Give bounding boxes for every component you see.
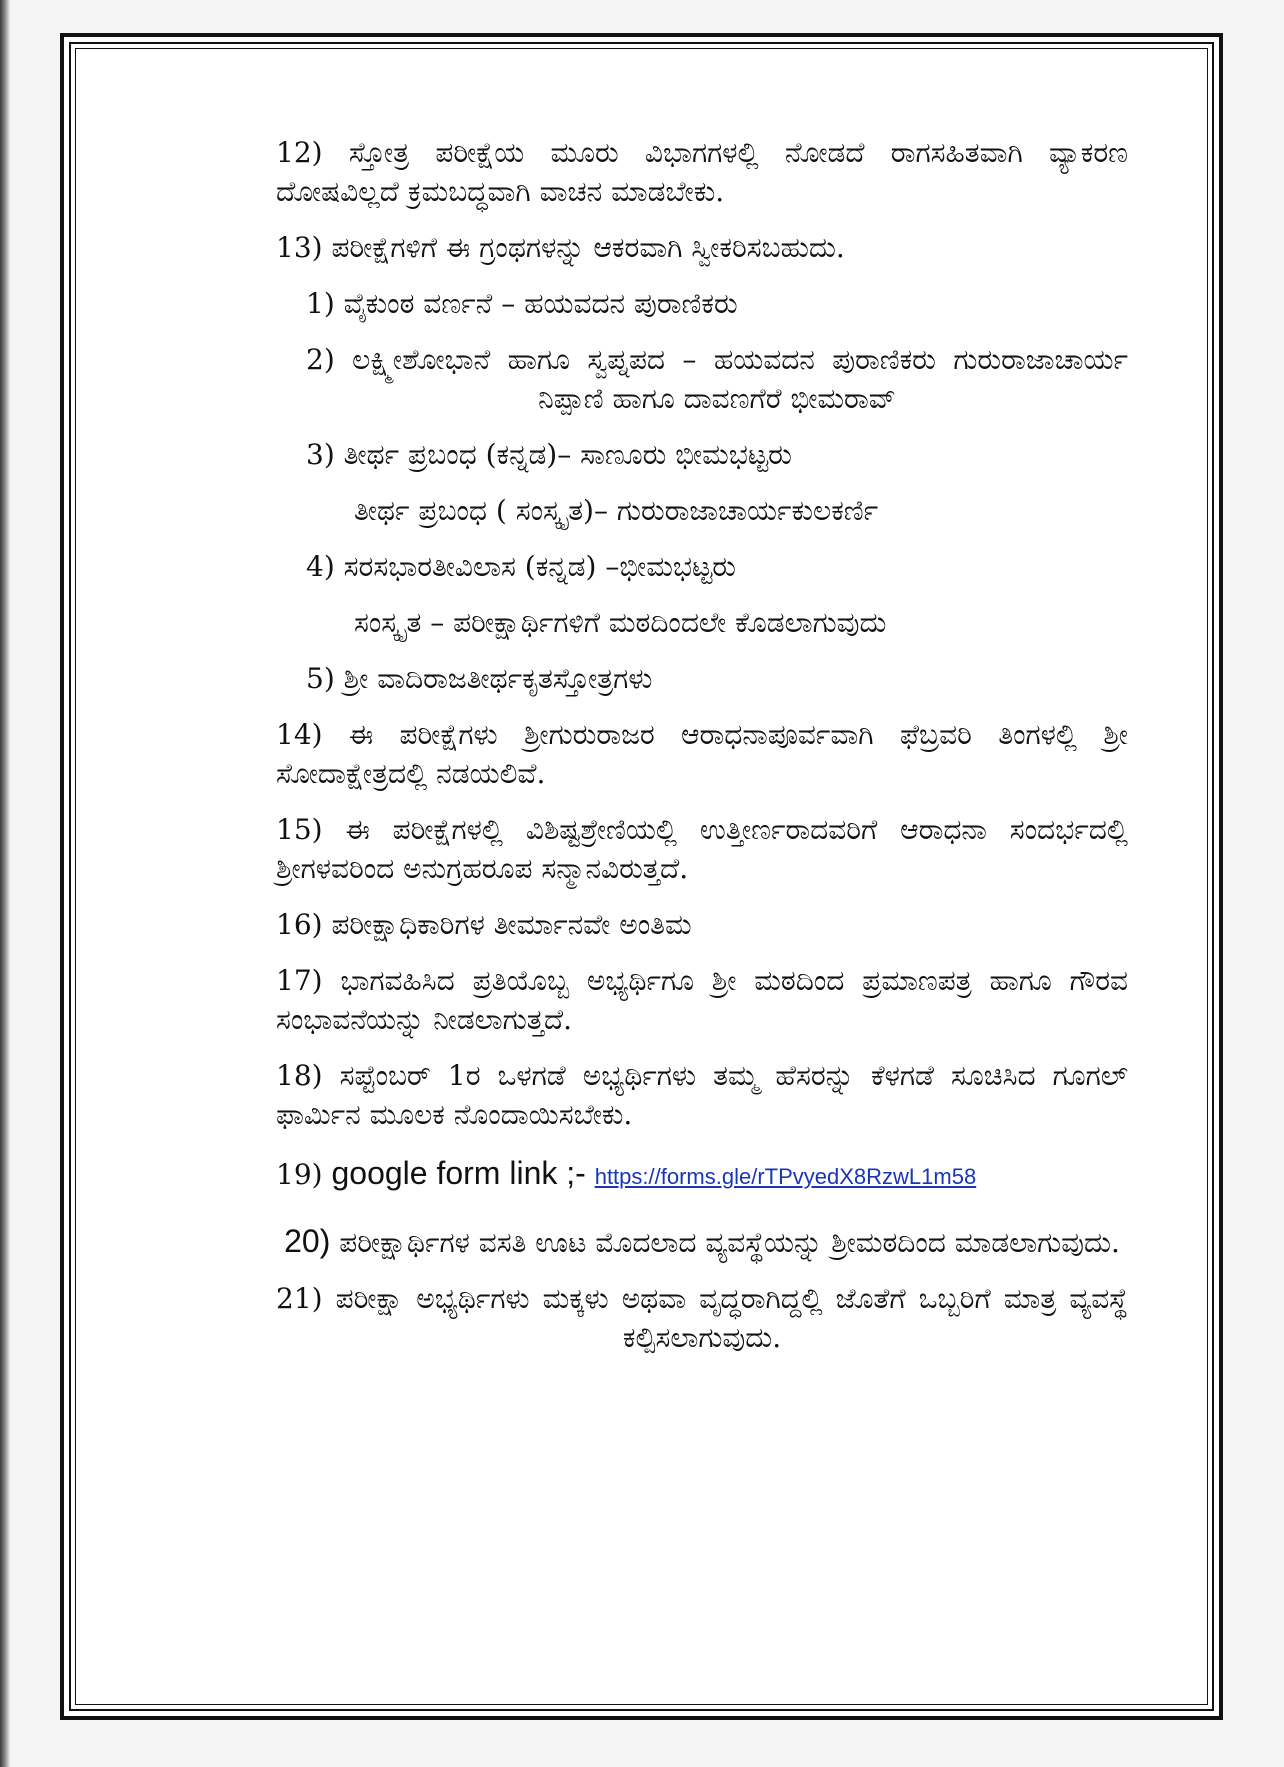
rule-15 [276, 810, 1128, 888]
book-text: ಸಂಸ್ಕೃತ – ಪರೀಕ್ಷಾರ್ಥಿಗಳಿಗೆ ಮಠದಿಂದಲೇ ಕೊಡಲಾಗುವುದು [354, 606, 887, 639]
book-3 [306, 435, 1128, 474]
rule-19 [276, 1154, 1128, 1196]
rule-number: 19) [276, 1158, 323, 1191]
rule-text: ಪರೀಕ್ಷಾರ್ಥಿಗಳ ವಸತಿ ಊಟ ಮೊದಲಾದ ವ್ಯವಸ್ಥೆಯನ್ನು ಶ್ರೀಮಠದಿಂದ ಮಾಡಲಾಗುವುದು. [339, 1226, 1120, 1259]
rule-number: 12) [276, 136, 323, 169]
document-page [60, 33, 1223, 1720]
rule-18 [276, 1056, 1128, 1134]
rule-12 [276, 133, 1128, 211]
book-text: ಶ್ರೀ ವಾದಿರಾಜತೀರ್ಥಕೃತಸ್ತೋತ್ರಗಳು [343, 662, 653, 695]
book-text: ಸರಸಭಾರತೀವಿಲಾಸ (ಕನ್ನಡ) –ಭೀಮಭಟ್ಟರು [343, 550, 736, 583]
rules-list [276, 133, 1128, 1374]
rule-number: 20) [284, 1223, 331, 1259]
book-text: ತೀರ್ಥ ಪ್ರಬಂಧ ( ಸಂಸ್ಕೃತ)– ಗುರುರಾಜಾಚಾರ್ಯಕುಲಕರ್ಣಿ [354, 494, 879, 527]
book-number: 3) [306, 438, 335, 471]
book-number: 1) [306, 287, 335, 320]
google-form-label: google form link ;- [331, 1155, 586, 1191]
rule-number: 16) [276, 908, 323, 941]
rule-14 [276, 715, 1128, 793]
book-number: 2) [306, 343, 335, 376]
rule-17 [276, 961, 1128, 1039]
rule-text: ಸ್ತೋತ್ರ ಪರೀಕ್ಷೆಯ ಮೂರು ವಿಭಾಗಗಳಲ್ಲಿ ನೋಡದೆ ರಾಗಸಹಿತವಾಗಿ ವ್ಯಾಕರಣ ದೋಷವಿಲ್ಲದೆ ಕ್ರಮಬದ್ಧವಾಗಿ ವಾಚನ ಮಾಡಬೇಕು. [276, 136, 1128, 208]
rule-number: 14) [276, 718, 323, 751]
book-4-sanskrit [354, 603, 1128, 642]
book-3-sanskrit [354, 491, 1128, 530]
edge-strip [0, 0, 10, 1767]
rule-number: 13) [276, 231, 323, 264]
rule-text: ಭಾಗವಹಿಸಿದ ಪ್ರತಿಯೊಬ್ಬ ಅಭ್ಯರ್ಥಿಗೂ ಶ್ರೀ ಮಠದಿಂದ ಪ್ರಮಾಣಪತ್ರ ಹಾಗೂ ಗೌರವ ಸಂಭಾವನೆಯನ್ನು ನೀಡಲಾಗುತ್ತದೆ. [276, 964, 1128, 1036]
rule-16 [276, 905, 1128, 944]
rule-text: ಪರೀಕ್ಷಾಧಿಕಾರಿಗಳ ತೀರ್ಮಾನವೇ ಅಂತಿಮ [331, 908, 692, 941]
book-number: 5) [306, 662, 335, 695]
rule-13 [276, 228, 1128, 267]
rule-text: ಈ ಪರೀಕ್ಷೆಗಳು ಶ್ರೀಗುರುರಾಜರ ಆರಾಧನಾಪೂರ್ವವಾಗಿ ಫೆಬ್ರವರಿ ತಿಂಗಳಲ್ಲಿ ಶ್ರೀ ಸೋದಾಕ್ಷೇತ್ರದಲ್ಲಿ ನಡಯಲಿವೆ. [276, 718, 1128, 790]
book-2 [306, 340, 1128, 418]
rule-text: ಸಪ್ಟೆಂಬರ್ 1ರ ಒಳಗಡೆ ಅಭ್ಯರ್ಥಿಗಳು ತಮ್ಮ ಹೆಸರನ್ನು ಕೆಳಗಡೆ ಸೂಚಿಸಿದ ಗೂಗಲ್ ಫಾರ್ಮಿನ ಮೂಲಕ ನೊಂದಾಯಿಸಬೇಕು. [276, 1059, 1128, 1131]
book-4 [306, 547, 1128, 586]
rule-number: 15) [276, 813, 323, 846]
book-text: ವೈಕುಂಠ ವರ್ಣನೆ – ಹಯವದನ ಪುರಾಣಿಕರು [343, 287, 738, 320]
rule-21 [276, 1279, 1128, 1357]
google-form-link[interactable]: https://forms.gle/rTPvyedX8RzwL1m58 [594, 1164, 977, 1189]
rule-number: 17) [276, 964, 323, 997]
book-text: ತೀರ್ಥ ಪ್ರಬಂಧ (ಕನ್ನಡ)– ಸಾಣೂರು ಭೀಮಭಟ್ಟರು [343, 438, 792, 471]
rule-text: ಪರೀಕ್ಷಾ ಅಭ್ಯರ್ಥಿಗಳು ಮಕ್ಕಳು ಅಥವಾ ವೃದ್ಧರಾಗಿದ್ದಲ್ಲಿ ಜೊತೆಗೆ ಒಬ್ಬರಿಗೆ ಮಾತ್ರ ವ್ಯವಸ್ಥೆ ಕಲ್ಪಿಸಲಾಗುವುದು. [335, 1282, 1128, 1354]
rule-number: 21) [276, 1282, 323, 1315]
book-1 [306, 284, 1128, 323]
book-number: 4) [306, 550, 335, 583]
rule-text: ಈ ಪರೀಕ್ಷೆಗಳಲ್ಲಿ ವಿಶಿಷ್ಟಶ್ರೇಣಿಯಲ್ಲಿ ಉತ್ತೀರ್ಣರಾದವರಿಗೆ ಆರಾಧನಾ ಸಂದರ್ಭದಲ್ಲಿ ಶ್ರೀಗಳವರಿಂದ ಅನುಗ್ರಹರೂಪ ಸನ್ಮಾನವಿರುತ್ತದೆ. [276, 813, 1129, 885]
rule-20 [276, 1222, 1128, 1262]
rule-number: 18) [276, 1059, 323, 1092]
book-text: ಲಕ್ಷ್ಮೀಶೋಭಾನೆ ಹಾಗೂ ಸ್ವಪ್ನಪದ – ಹಯವದನ ಪುರಾಣಿಕರು ಗುರುರಾಜಾಚಾರ್ಯ ನಿಪ್ಪಾಣಿ ಹಾಗೂ ದಾವಣಗೆರೆ ಭೀಮರಾವ್ [352, 343, 1128, 415]
book-5 [306, 659, 1128, 698]
rule-text: ಪರೀಕ್ಷೆಗಳಿಗೆ ಈ ಗ್ರಂಥಗಳನ್ನು ಆಕರವಾಗಿ ಸ್ವೀಕರಿಸಬಹುದು. [331, 231, 845, 264]
